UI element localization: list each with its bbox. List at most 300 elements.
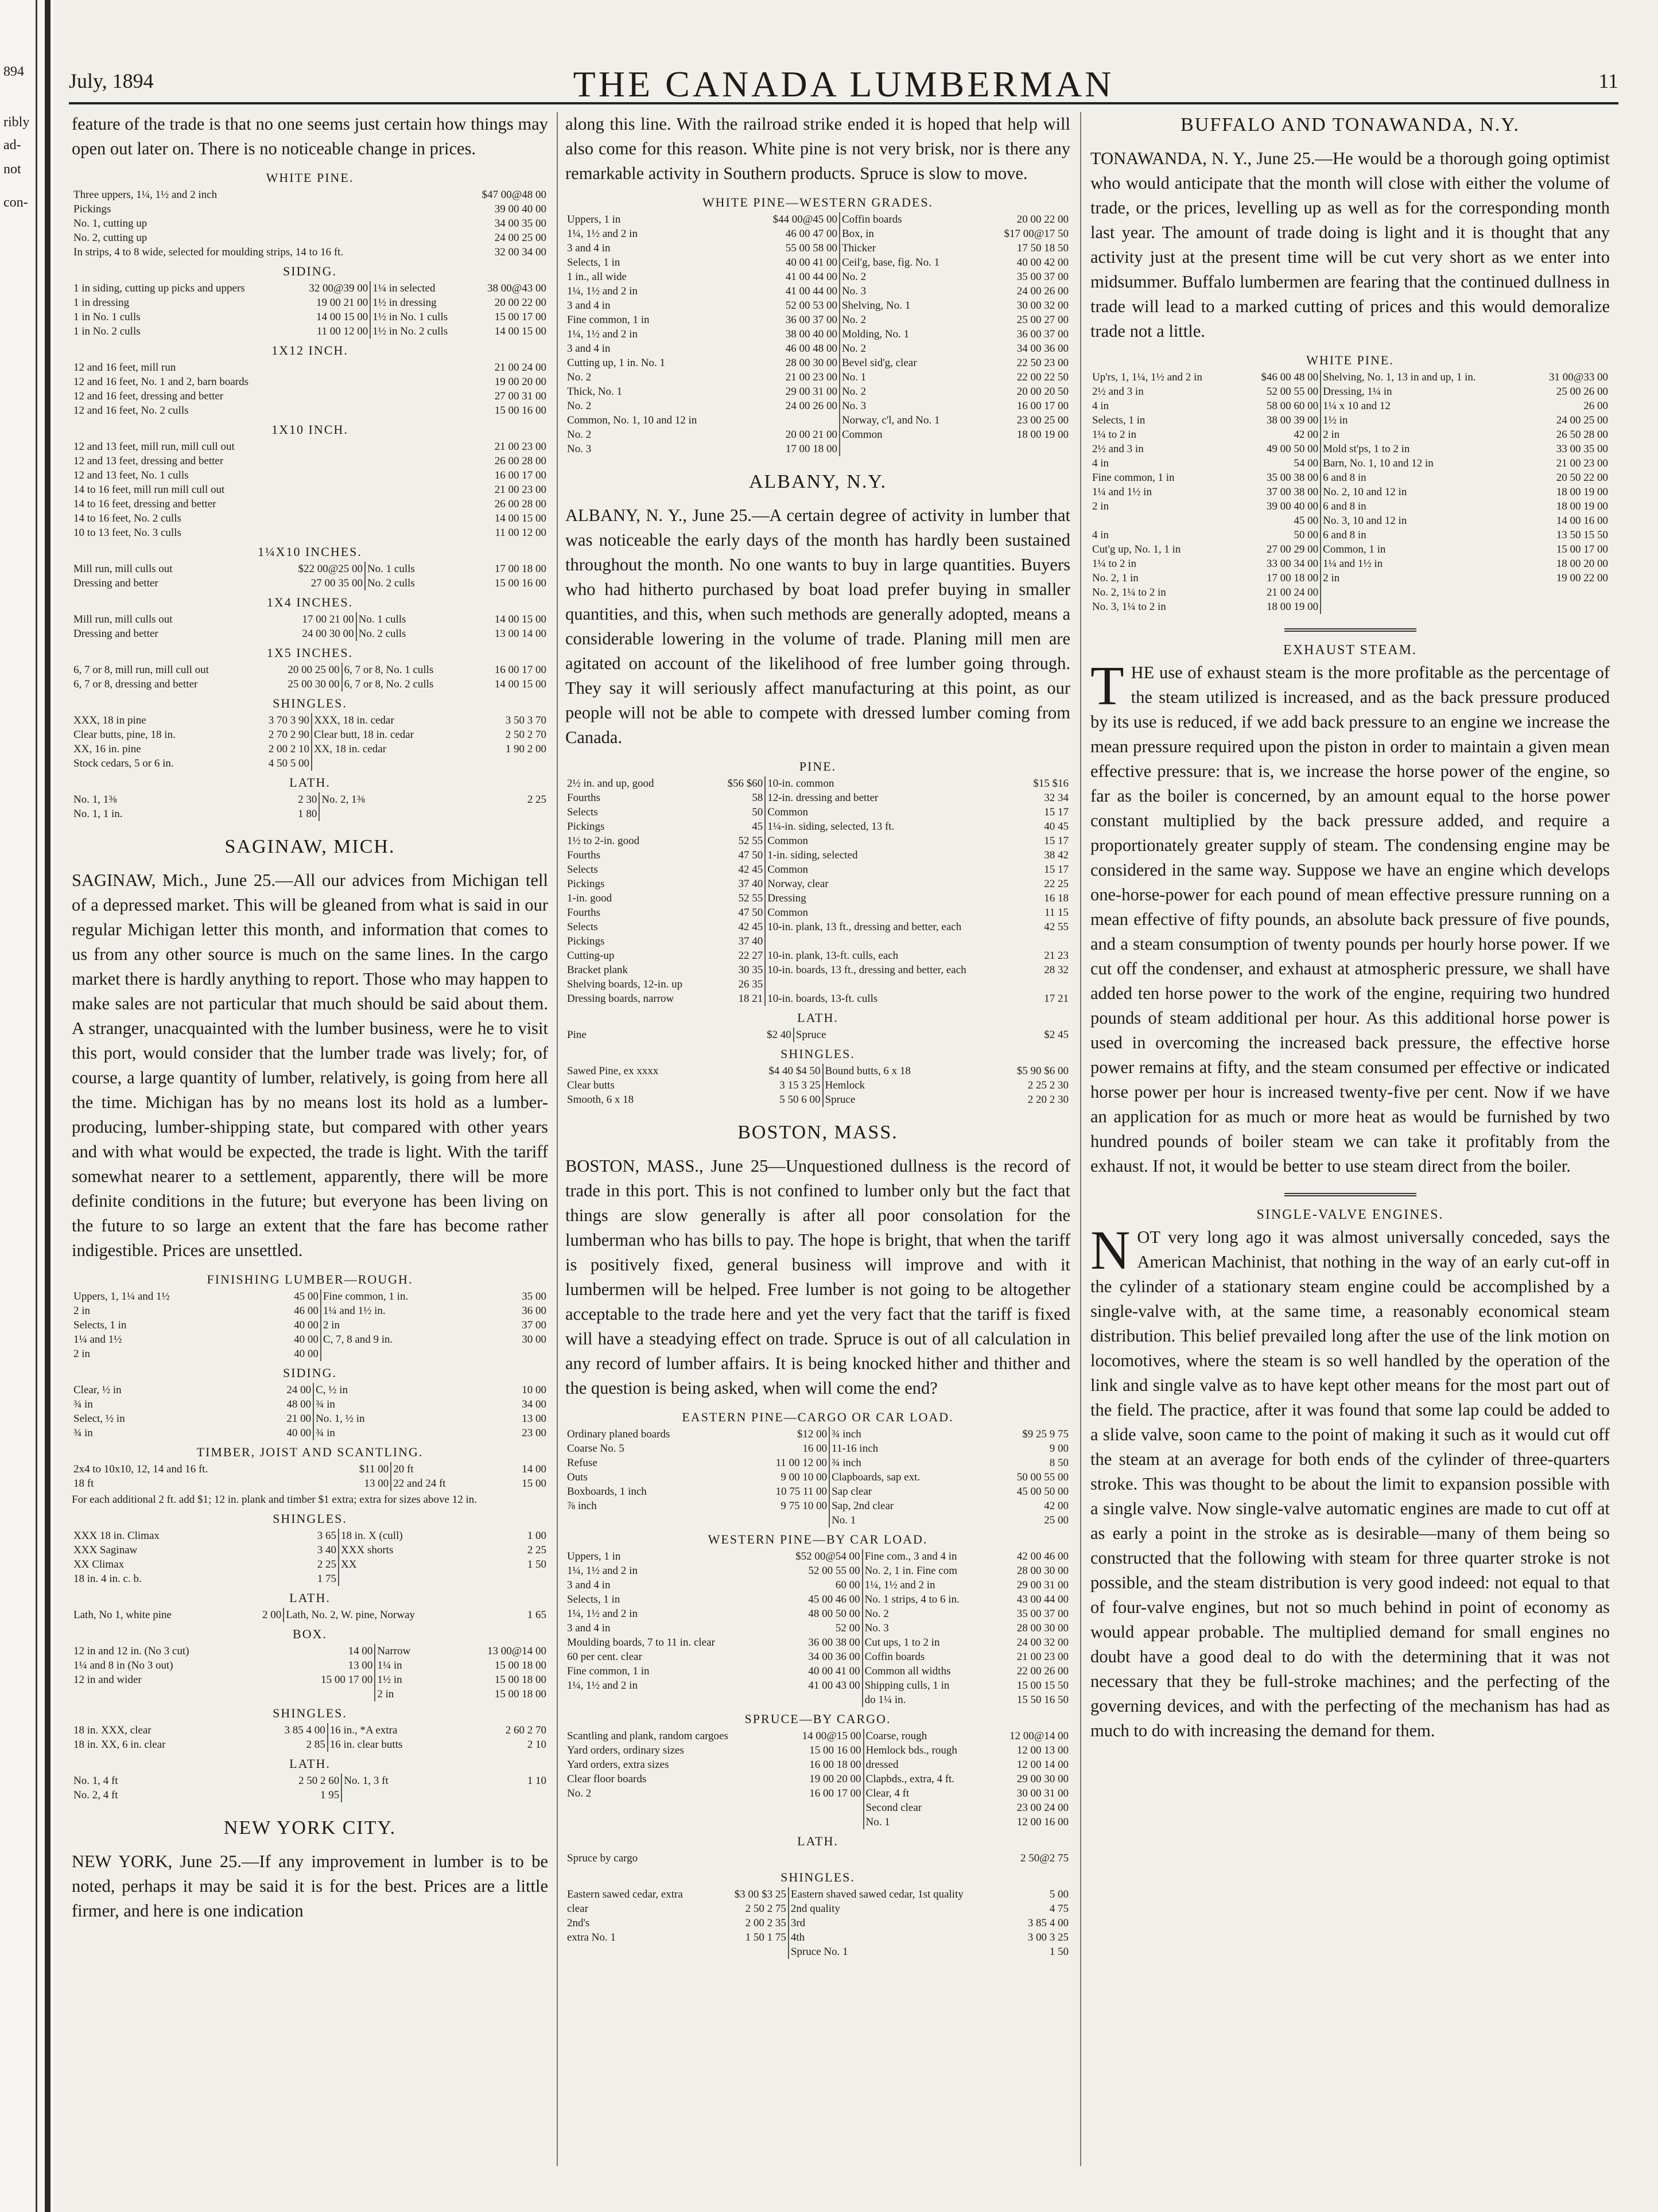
price-value: 19 00 22 00 [1556,572,1608,584]
article-boston: BOSTON, MASS., June 25—Unquestioned dullness is the record of trade in this port. This is not confined to lumber only but the fact that things are slow generally is after all poor consolation for the lumberman who has bills to pay. The hope is bright, that when the tariff is positively fixed, general business will improve and with it lumbermen will be helped. Free lumber is not going to be altogether acceptable to the trade here and yet the very fact that the tariff is fixed will have a steadying effect on trade. Spruce is out of all calculation in any record of lumber affairs. It is being knocked hither and thither and the question is being asked, when will come the end? [565,1156,1070,1398]
section-heading-buffalo: BUFFALO AND TONAWANDA, N.Y. [1181,114,1520,135]
item-label: Ceil'g, base, fig. No. 1 [841,256,940,269]
price-value: 50 00 [1240,528,1321,542]
item-label: No. 2, cutting up [73,232,147,244]
price-value: 25 00 26 00 [1556,386,1608,398]
price-value: 42 00 46 00 [1016,1550,1069,1562]
price-value: 38 00@43 00 [487,282,546,294]
price-row [72,677,548,691]
price-row [1090,528,1610,542]
section-heading-new-york: NEW YORK CITY. [223,1817,397,1838]
price-value: 20 00 22 00 [1016,213,1069,226]
price-row [72,188,548,202]
item-label: 18 in. X (cull) [341,1530,403,1542]
price-value: 2 25 [527,794,546,806]
price-row [72,1476,548,1491]
price-table [72,792,548,821]
price-row [565,1772,1070,1786]
item-label: Dressing [767,892,806,904]
price-value: 14 00 15 00 [291,310,370,324]
price-row [565,1758,1070,1772]
article-new-york: NEW YORK, June 25.—If any improvement in lumber is to be noted, perhaps it may be said it is for the best. Prices are a little firmer, and here is one indication [72,1852,548,1921]
item-label: Common, 1 in [1323,543,1386,555]
price-row [72,756,548,771]
item-label: 12 and 16 feet, mill run [73,361,176,374]
item-label: Spruce [825,1094,856,1106]
item-label: Norway, clear [767,878,829,890]
price-row [565,313,1070,327]
item-label: Second clear [865,1802,922,1814]
price-value: 2 25 2 30 [1027,1079,1069,1091]
item-label: Fine common, 1 in [567,1665,650,1677]
price-value: 5 50 6 00 [727,1093,822,1107]
price-value: 11 00 12 00 [495,527,546,539]
item-label: No. 2 culls [367,577,415,589]
price-row [565,1887,1070,1902]
item-label: 6, 7 or 8, dressing and better [73,678,198,690]
item-label: 12 and 13 feet, No. 1 culls [73,469,189,481]
price-row [72,1774,548,1788]
item-label: No. 2 [567,400,592,412]
price-value: 35 00 37 00 [1016,271,1069,283]
item-label: 1 in., all wide [567,271,627,283]
price-value: 52 55 [715,834,765,848]
price-table-heading: SIDING. [282,1366,337,1380]
item-label: 1¼ in [377,1659,402,1671]
item-label: C, 7, 8 and 9 in. [323,1334,393,1346]
price-row [72,1397,548,1412]
price-value: 21 00 23 00 [494,484,546,496]
price-value: 52 55 [715,891,765,905]
price-value: 47 50 [715,848,765,862]
price-value: 10 00 [522,1384,546,1396]
item-label [72,1687,278,1701]
price-value: 14 00 15 00 [494,325,546,337]
price-row [72,483,548,497]
price-row [72,375,548,389]
price-row [72,1332,548,1347]
price-value: 4 75 [1049,1903,1069,1915]
price-value [978,442,1070,456]
item-label: ¾ in [73,1398,93,1410]
price-value: 1 75 [284,1572,339,1586]
price-row [565,1851,1070,1865]
price-value: 46 00 47 00 [747,227,840,241]
item-label: Fine com., 3 and 4 in [864,1550,957,1562]
item-label [1090,514,1240,528]
item-label: Select, ½ in [73,1413,125,1425]
item-label [840,442,978,456]
item-label: clear [567,1903,588,1915]
item-label: 2x4 to 10x10, 12, 14 and 16 ft. [73,1463,208,1475]
price-table-heading: 1X10 INCH. [271,422,348,437]
item-label: 1 in No. 1 culls [73,311,141,323]
price-value: $52 00@54 00 [770,1549,862,1564]
item-label: Pickings [567,821,605,833]
item-label: 2 in [73,1348,91,1360]
price-table [72,663,548,691]
item-label: Sawed Pine, ex xxxx [567,1065,659,1077]
price-value: $4 40 $4 50 [727,1064,822,1078]
price-row [72,296,548,310]
price-table [72,1289,548,1361]
item-label: Spruce No. 1 [790,1946,848,1958]
item-label: 1-in. siding, selected [767,849,858,861]
price-value: 40 00 42 00 [1016,256,1069,269]
item-label: 18 ft [73,1478,94,1490]
price-value [747,413,840,427]
price-value: 17 00 18 00 [494,563,546,575]
price-value: 5 00 [1049,1888,1069,1900]
item-label: Sap, 2nd clear [832,1500,894,1512]
item-label: 3 and 4 in [567,242,611,254]
item-label: No. 1, 1⅜ [73,794,117,806]
price-value: 22 25 [1044,878,1069,890]
price-row [72,562,548,576]
item-label: 1¼, 1½ and 2 in [567,1608,638,1620]
item-label: 2 in [1092,500,1109,512]
price-value: 39 00 40 00 [494,203,546,215]
price-value: 28 00 30 00 [1016,1565,1069,1577]
price-value: 16 00 [739,1441,830,1456]
price-row [565,227,1070,241]
item-label: 6, 7 or 8, No. 1 culls [344,664,434,676]
price-value: 38 00 39 00 [1240,413,1321,427]
item-label: Boxboards, 1 inch [567,1486,647,1498]
price-value: 47 50 [715,905,765,920]
price-table [565,1549,1070,1707]
price-value: $9 25 9 75 [1022,1428,1069,1440]
price-row [1090,370,1610,384]
price-value: 42 55 [1044,921,1069,933]
price-value: 15 00 18 00 [494,1674,546,1686]
price-row [565,356,1070,370]
item-label: 1¼, 1½ and 2 in [567,1565,638,1577]
binding-margin [0,0,55,2212]
article-continuation: along this line. With the railroad strike ended it is hoped that help will also come for this reason. White pine is not very brisk, nor is there any remarkable activity in Southern products. Spruce is slow to move. [565,114,1070,183]
item-label: 4 in [1092,529,1109,541]
item-label: 12 and 16 feet, No. 2 culls [73,405,189,417]
item-label: 10-in. plank, 13-ft. culls, each [767,950,899,962]
price-row [72,1557,548,1572]
price-value: 2 50 2 75 [717,1902,789,1916]
price-value [739,1513,830,1527]
item-label: Spruce [795,1029,826,1041]
item-label: Clapboards, sap ext. [832,1471,921,1483]
price-value: 58 00 60 00 [1240,399,1321,413]
item-label: 2 in [377,1688,394,1700]
price-value: 29 00 31 00 [747,384,840,399]
price-value: 23 00 [522,1427,546,1439]
item-label: 10-in. boards, 13 ft., dressing and better, each [767,964,966,976]
price-value: 17 00 21 00 [256,612,356,627]
price-value: 2 00 2 10 [240,742,312,756]
price-value: 41 00 44 00 [747,284,840,298]
page-number: 11 [1598,69,1618,92]
item-label: XXX, 18 in pine [73,714,146,726]
price-table [565,1851,1070,1865]
item-label: Hemlock bds., rough [865,1744,957,1756]
item-label: 1½ in [377,1674,402,1686]
price-table [72,1529,548,1586]
price-row [565,977,1070,992]
item-label: No. 1 culls [367,563,415,575]
price-table-heading: LATH. [289,1591,331,1605]
item-label: 1¼, 1½ and 2 in [567,1680,638,1692]
price-value: 41 00 44 00 [747,270,840,284]
margin-fragment: ad- [3,138,21,153]
price-row [72,389,548,403]
price-row [565,327,1070,341]
price-value: 40 00 41 00 [747,255,840,270]
price-value: 2 20 2 30 [1027,1094,1069,1106]
price-value [717,1945,789,1959]
price-value: 40 00 [265,1318,321,1332]
price-row [72,511,548,526]
price-table-heading: 1¼X10 INCHES. [258,545,362,559]
item-label: Pickings [73,203,111,215]
price-value: 37 00 38 00 [1240,485,1321,499]
price-value: 42 45 [715,862,765,877]
price-value: 16 00 18 00 [781,1758,864,1772]
price-value: 13 50 15 50 [1556,529,1608,541]
item-label: XXX, 18 in. cedar [313,714,394,726]
price-row [1090,456,1610,471]
item-label: Dressing and better [73,577,158,589]
price-table-heading: SHINGLES. [273,1706,347,1720]
column-rule [1080,112,1081,2166]
price-row [72,245,548,259]
article-saginaw: SAGINAW, Mich., June 25.—All our advices from Michigan tell of a depressed market. This will be gleaned from what is said in our regular Michigan letter this month, and information that comes to us from any other source is much on the same lines. In the cargo market there is hardly anything to report. Those who may happen to make sales are not particular that much should be said about them. A stranger, unacquainted with the lumber business, were he to visit this port, would consider that the lumber trade was lively; for, of course, a large quantity of lumber, relatively, is going from here all the time. Michigan has by no means lost its hold as a lumber-producing, lumber-shipping state, but compared with other years and with what would be expected, the trade is light. With the tariff somewhat nearer to a settlement, apparently, there will be more definite conditions in the future; but everyone has been living on the future to so large an extent that the fare has become rather indigestible. Prices are unsettled. [72,870,548,1260]
item-label: 1¼ to 2 in [1092,558,1137,570]
price-value: 15 17 [1044,806,1069,818]
item-label: Thicker [841,242,876,254]
price-row [72,728,548,742]
price-value: 42 00 [1240,427,1321,442]
price-row [1090,514,1610,528]
price-value: 24 00 26 00 [1016,285,1069,297]
item-label: Common [841,429,883,441]
price-row [565,1916,1070,1930]
price-row [72,1673,548,1687]
item-label: 6, 7 or 8, No. 2 culls [344,678,434,690]
price-row [565,834,1070,848]
price-value: 3 85 4 00 [1027,1917,1069,1929]
item-label: 2 in [323,1319,340,1331]
item-label: Pine [567,1029,587,1041]
item-label: Eastern sawed cedar, extra [567,1888,683,1900]
price-row [565,1815,1070,1829]
price-row [1090,413,1610,427]
price-row [565,920,1070,934]
item-label: Eastern shaved sawed cedar, 1st quality [790,1888,964,1900]
price-table-heading: TIMBER, JOIST AND SCANTLING. [196,1445,424,1459]
price-value: $46 00 48 00 [1240,370,1321,384]
price-value: 42 45 [715,920,765,934]
item-label: ⅞ inch [567,1500,597,1512]
price-value: 45 [715,819,765,834]
price-value: 22 00 26 00 [1016,1665,1069,1677]
item-label: ¾ in [316,1398,335,1410]
price-row [565,1564,1070,1578]
section-heading-single-valve: SINGLE-VALVE ENGINES. [1256,1207,1444,1222]
price-value: 54 00 [1240,456,1321,471]
price-row [565,370,1070,384]
item-label: Mold st'ps, 1 to 2 in [1323,443,1410,455]
item-label: extra No. 1 [567,1931,616,1943]
price-value: 12 00 14 00 [1016,1759,1069,1771]
drop-cap: N [1090,1219,1131,1281]
price-value: 30 00 [522,1334,546,1346]
item-label: Selects, 1 in [1092,414,1146,426]
price-row [72,807,548,821]
price-value: 24 00 26 00 [747,399,840,413]
item-label: 6 and 8 in [1323,529,1366,541]
item-label: Lath, No. 2, W. pine, Norway [286,1609,416,1621]
price-value: 15 00 16 00 [494,577,546,589]
price-value: 21 00 23 00 [747,370,840,384]
item-label: Outs [567,1471,588,1483]
price-value: 13 00 [522,1413,546,1425]
item-label: Dressing boards, narrow [567,993,674,1005]
price-value: $17 00@17 50 [1004,228,1069,240]
item-label: Common [767,907,808,919]
price-row [1090,499,1610,514]
price-value: $2 45 [1044,1029,1069,1041]
item-label: No. 1, 4 ft [73,1775,118,1787]
price-row [72,1608,548,1622]
item-label [765,977,1021,992]
price-value: 24 00 25 00 [1556,414,1608,426]
item-label: 20 ft [393,1463,414,1475]
item-label: Uppers, 1 in [567,213,621,226]
price-table [72,1462,548,1491]
price-value [1021,934,1070,948]
price-row [565,848,1070,862]
price-value: 39 00 40 00 [1240,499,1321,514]
item-label: 10-in. plank, 13 ft., dressing and better, each [767,921,962,933]
price-value: 35 00 38 00 [1240,471,1321,485]
price-value: 3 65 [284,1529,339,1543]
price-value: 36 00 [522,1305,546,1317]
item-label: 3 and 4 in [567,300,611,312]
price-value: 49 00 50 00 [1240,442,1321,456]
price-row [72,403,548,418]
price-value: 12 00@14 00 [1009,1730,1069,1742]
price-value: 35 00 37 00 [1016,1608,1069,1620]
price-value: 1 00 [527,1530,546,1542]
price-table-heading: LATH. [797,1010,838,1025]
item-label: Selects [567,806,598,818]
item-label: No. 2 [841,271,867,283]
price-value: 15 00 18 00 [494,1688,546,1700]
item-label: Molding, No. 1 [841,328,910,340]
price-table-heading: LATH. [289,775,331,790]
price-value: 18 00 19 00 [1556,486,1608,498]
price-value: 15 00 16 00 [494,405,546,417]
item-label: No. 1 [832,1514,856,1526]
price-row [72,1788,548,1802]
margin-fragment: ribly [3,115,30,130]
price-value: 48 00 50 00 [770,1607,862,1621]
price-table [565,1729,1070,1829]
price-value: 40 45 [1044,821,1069,833]
price-value [474,807,548,821]
item-label: Cut'g up, No. 1, 1 in [1092,543,1181,555]
price-value: $12 00 [739,1427,830,1441]
price-value: 52 00 [770,1621,862,1635]
price-value: $11 00 [328,1462,391,1476]
price-value: 41 00 43 00 [770,1678,862,1693]
article-text: HE use of exhaust steam is the more profitable as the percentage of the steam utilized is increased, and as the back pressure produced by its use is reduced, if we add back pressure to an engine we increase the mean pressure required upon the piston in order to maintain a given mean effective pressure: that is, we increase the horse power of the engine, so far as the boiler is concerned, by an amount equal to the horse power constant multiplied by the back pressure added, and require a proportionately greater supply of steam. The condensing engine may be considered in the same way. Suppose we have an engine which develops one-horse-power for each pound of mean effective pressure running on a mean effective of fifty pounds, an absolute back pressure of five pounds, and a steam consumption of twenty pounds per hourly horse power. If we cut off the condenser, and exhaust at atmospheric pressure, we shall have added ten horse power to the work of the engine, requiring two hundred pounds of steam additional per hour. As this additional horse power is used in overcoming the increased back pressure, the effective horse power remains at fifty, and the steam consumed per effective or indicated horse power per hour is increased twenty-five per cent. Now if we have an application for as much or more heat as would be furnished by two hundred pounds of boiler steam we can take it profitably from the exhaust. If not, it would be better to use steam direct from the boiler. [1090,663,1610,1176]
price-table [72,612,548,641]
price-row [72,1529,548,1543]
price-table [72,713,548,771]
item-label: No. 2 [841,314,867,326]
price-value: 4 50 5 00 [240,756,312,771]
price-value [477,756,548,771]
price-row [72,526,548,540]
price-value: 9 00 [1049,1443,1069,1455]
price-value [781,1801,864,1815]
item-label: No. 2, 1 in. Fine com [864,1565,958,1577]
item-label: No. 2 culls [358,628,406,640]
price-value: 17 21 [1044,993,1069,1005]
price-value: 13 00 [278,1658,375,1673]
price-row [565,776,1070,791]
price-row [72,1687,548,1701]
price-value: 18 21 [715,992,765,1006]
price-value: 16 00 17 00 [494,469,546,481]
item-label: Three uppers, 1¼, 1½ and 2 inch [73,189,218,201]
item-label: No. 1 culls [358,613,406,625]
price-value: 32 34 [1044,792,1069,804]
price-value: 60 00 [770,1578,862,1592]
item-label: XXX shorts [341,1544,394,1556]
item-label: 6, 7 or 8, mill run, mill cull out [73,664,209,676]
item-label: Barn, No. 1, 10 and 12 in [1323,457,1434,469]
binding-rule-thin [36,0,37,2212]
price-value [495,1572,548,1586]
item-label: 10 to 13 feet, No. 3 culls [73,527,181,539]
item-label: 1½ in [1323,414,1348,426]
price-value: 22 00 22 50 [1016,371,1069,383]
price-value: 52 00 55 00 [1240,384,1321,399]
column-2 [565,112,1070,2166]
price-value: 36 00 38 00 [770,1635,862,1650]
price-value: 13 00@14 00 [487,1645,546,1657]
price-value: 22 27 [715,948,765,963]
item-label: Clear butts [567,1079,615,1091]
price-value: 15 00 17 00 [278,1673,375,1687]
item-label: Pickings [567,935,605,947]
price-row [565,1786,1070,1801]
price-table [565,1887,1070,1959]
price-value: 2 25 [527,1544,546,1556]
price-value: 40 00 [231,1426,313,1440]
price-value: 2 50@2 75 [1020,1852,1069,1864]
price-row [72,1737,548,1752]
item-label: 2½ and 3 in [1092,386,1144,398]
section-heading-saginaw: SAGINAW, MICH. [224,836,395,857]
price-table-heading: 1X5 INCHES. [266,646,354,660]
price-value [770,1693,862,1707]
price-value: $15 $16 [1033,777,1069,790]
column-rule [557,112,558,2166]
item-label: Fourths [567,792,601,804]
price-value: 2 30 [244,792,320,807]
item-label: Clear butts, pine, 18 in. [73,729,176,741]
